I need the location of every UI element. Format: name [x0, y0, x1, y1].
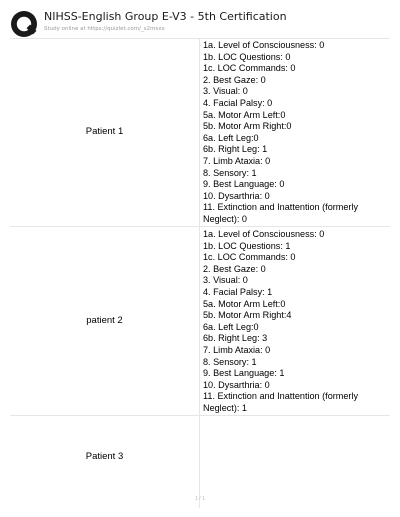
list-item: 6a. Left Leg:0 [203, 321, 259, 332]
list-item: 7. Limb Ataxia: 0 [203, 155, 271, 166]
list-item: 3. Visual: 0 [203, 86, 248, 97]
row-definition [203, 229, 389, 415]
table-row [10, 38, 390, 226]
list-item: 5b. Motor Arm Right:4 [203, 310, 292, 321]
list-item: 11. Extinction and Inattention (formerly Neglect): 0 [203, 202, 359, 224]
list-item: 5b. Motor Arm Right:0 [203, 121, 292, 132]
list-item: 1c. LOC Commands: 0 [203, 252, 296, 263]
flashcard-table [10, 38, 390, 508]
list-item: 1b. LOC Questions: 0 [203, 51, 291, 62]
list-item: 4. Facial Palsy: 0 [203, 97, 273, 108]
page-number: 1 / 1 [195, 496, 205, 502]
list-item: 6a. Left Leg:0 [203, 132, 259, 143]
list-item: 2. Best Gaze: 0 [203, 74, 266, 85]
list-item: 11. Extinction and Inattention (formerly Neglect): 1 [203, 391, 359, 413]
page-header [10, 8, 390, 38]
list-item: 1b. LOC Questions: 1 [203, 240, 291, 251]
list-item: 8. Sensory: 1 [203, 167, 257, 178]
list-item: 1a. Level of Consciousness: 0 [203, 229, 325, 239]
list-item: 8. Sensory: 1 [203, 356, 257, 367]
row-term: Patient 3 [85, 451, 124, 462]
list-item: 6b. Right Leg: 3 [203, 333, 268, 344]
row-term: Patient 1 [85, 126, 124, 137]
list-item: 5a. Motor Arm Left:0 [203, 298, 286, 309]
list-item: 1c. LOC Commands: 0 [203, 63, 296, 74]
row-term: patient 2 [86, 315, 123, 326]
source-link[interactable]: Study online at https://quizlet.com/_s2msxx [44, 26, 165, 32]
list-item: 7. Limb Ataxia: 0 [203, 344, 271, 355]
list-item: 9. Best Language: 0 [203, 179, 285, 190]
list-item: 9. Best Language: 1 [203, 368, 285, 379]
list-item: 1a. Level of Consciousness: 0 [203, 40, 325, 50]
quizlet-logo-icon [10, 10, 38, 38]
list-item: 10. Dysarthria: 0 [203, 379, 270, 390]
table-row [10, 416, 390, 508]
list-item: 6b. Right Leg: 1 [203, 144, 268, 155]
row-definition [203, 40, 389, 226]
page-title: NIHSS-English Group E-V3 - 5th Certification [44, 10, 287, 23]
list-item: 2. Best Gaze: 0 [203, 263, 266, 274]
list-item: 10. Dysarthria: 0 [203, 190, 270, 201]
list-item: 3. Visual: 0 [203, 275, 248, 286]
list-item: 5a. Motor Arm Left:0 [203, 109, 286, 120]
list-item: 4. Facial Palsy: 1 [203, 286, 273, 297]
table-row [10, 227, 390, 415]
